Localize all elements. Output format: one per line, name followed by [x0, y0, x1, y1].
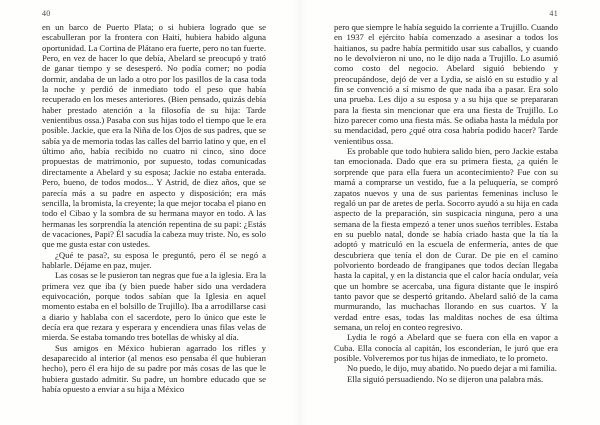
paragraph: en un barco de Puerto Plata; o si hubiera logrado que se escabulleran por la frontera con Haití, hubiera habido alguna oportunidad. La Cortina de Plátano era fuerte, pero no tan fuerte. Pero, en vez de hacer lo que debía, Abelard se preocupó y trató de ganar tiempo y se desesperó. No podía comer; no podía dormir, andaba de un lado a otro por los pasillos de la casa toda la noche y perdió de inmediato todo el peso que había recuperado en los meses anteriores. (Bien pensado, quizás debía haber prestado atención a la filosofía de su hija: Tarde venientibus ossa.) Pasaba con sus hijas todo el tiempo que le era posible. Jackie, que era la Niña de los Ojos de sus padres, que se sabía ya de memoria todas las calles del barrio latino y que, en el último año, había recibido no cuatro ni cinco, sino doce propuestas de matrimonio, por supuesto, todas comunicadas directamente a Abelard y su esposa; Jackie no estaba enterada. Pero, bueno, de todos modos... Y Astrid, de diez años, que se parecía más a su padre en aspecto y disposición; era más sencilla, la bromista, la creyente; la que mejor tocaba el piano en todo el Cibao y la sombra de su hermana mayor en todo. A las hermanas les sorprendía la atención repentina de su papi: ¿Estás de vacaciones, Papi? Él sacudía la cabeza muy triste. No, es solo que me gusta estar con ustedes. — [42, 22, 266, 250]
paragraph: Lydia le rogó a Abelard que se fuera con ella en vapor a Cuba. Ella conocía al capitán, los esconderían, le juró que era posible. Volveremos por tus hijas de inmediato, te lo prometo. — [334, 332, 558, 363]
paragraph: Las cosas se le pusieron tan negras que fue a la iglesia. Era la primera vez que iba (y bien puede haber sido una verdadera equivocación, porque todos sabían que la Iglesia en aquel momento estaba en el bolsillo de Trujillo). Iba a arrodillarse casi a diario y hablaba con el sacerdote, pero lo único que este le decía era que rezara y esperara y encendiera unas filas velas de mierda. Se estaba tomando tres botellas de whisky al día. — [42, 270, 266, 343]
paragraph: ¿Qué te pasa?, su esposa le preguntó, pero él se negó a hablarle. Déjame en paz, mujer. — [42, 249, 266, 270]
page-right — [300, 0, 600, 425]
paragraph: No puedo, le dijo, muy abatido. No puedo dejar a mi familia. — [347, 363, 557, 374]
paragraph: Ella siguió persuadiendo. No se dijeron una palabra más. — [347, 373, 544, 384]
paragraph: Es probable que todo hubiera salido bien, pero Jackie estaba tan emocionada. Dado que era su primera fiesta, ¿a quién le sorprende que para ella fuera un acontecimiento? Fue con su mamá a comprarse un vestido, fue a la peluquería, se compró zapatos nuevos y una de sus parientas femeninas incluso le regaló un par de aretes de perla. Socorro ayudó a su hija en cada aspecto de la preparación, sin suspicacia ninguna, pero a una semana de la fiesta empezó a tener unos sueños terribles. Estaba en su pueblo natal, donde se había criado hasta que la tía la adoptó y matriculó en la escuela de enfermería, antes de que descubriera que tenía el don de Curar. De pie en el camino polvoriento bordeado de frangipanes que todos decían llegaba hasta la capital, y en la distancia que el calor hacía ondular, veía que un hombre se acercaba, una figura distante que le inspiró tanto pavor que se despertó gritando. Abelard salió de la cama murmurando, las muchachas llorando en sus cuartos. Y la verdad entre esas, todas las malditas noches de esa última semana, un reloj en conteo regresivo. — [334, 146, 558, 332]
paragraph: pero que siempre le había seguido la corriente a Trujillo. Cuando en 1937 el ejército había comenzado a asesinar a todos los haitianos, su padre había permitido usar sus caballos, y cuando no le devolvieron ni uno, no le dijo nada a Trujillo. Lo asumió como costo del negocio. Abelard siguió bebiendo y preocupándose, dejó de ver a Lydia, se aisló en su estudio y al fin se convenció a sí mismo de que nada iba a pasar. Era solo una prueba. Les dijo a su esposa y a su hija que se prepararan para la fiesta sin mencionar que era una fiesta de Trujillo. Lo hizo parecer como una fiesta más. Se odiaba hasta la médula por su mendacidad, pero ¿qué otra cosa habría podido hacer? Tarde venientibus ossa. — [334, 22, 558, 146]
paragraph: Sus amigos en México hubieran agarrado los rifles y desaparecido al interior (al menos eso pensaba él que hubieran hecho), pero él era hijo de su padre por más cosas de las que le hubiera gustado admitir. Su padre, un hombre educado que se había opuesto a enviar a su hija a México — [42, 342, 266, 395]
page-text-left — [42, 22, 266, 394]
page-number-left: 40 — [42, 9, 51, 18]
page-text-right — [334, 22, 558, 384]
page-number-right: 41 — [549, 9, 558, 18]
